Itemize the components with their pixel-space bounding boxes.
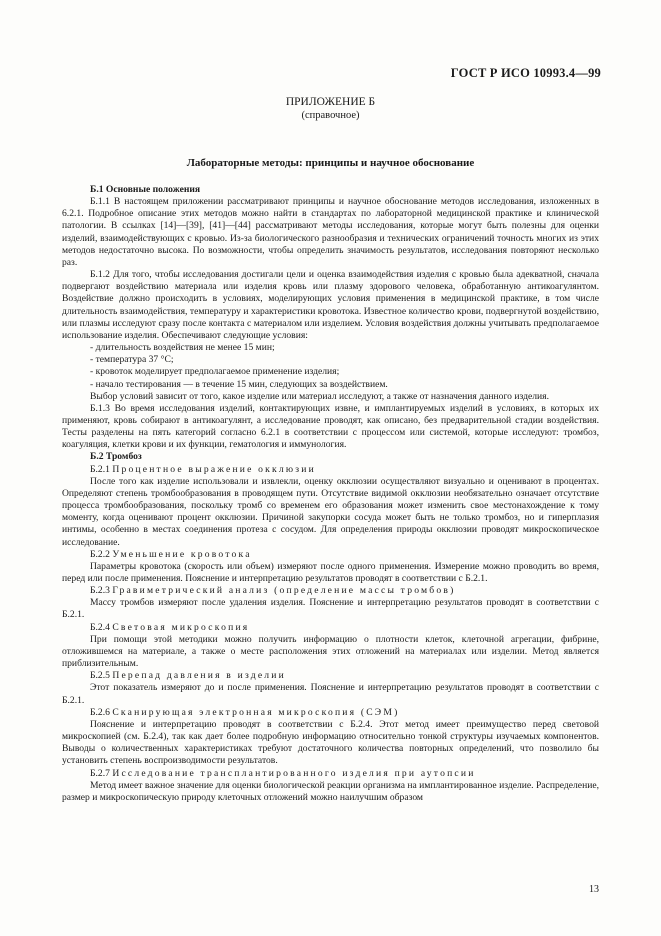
- paragraph-b12-choice: Выбор условий зависит от того, какое изделие или материал исследуют, а также от назначения данного изделия.: [90, 390, 549, 402]
- standard-header: ГОСТ Р ИСО 10993.4—99: [450, 66, 601, 80]
- list-item: - кровоток моделирует предполагаемое применение изделия;: [90, 366, 340, 378]
- main-title: Лабораторные методы: принципы и научное обоснование: [186, 157, 475, 169]
- document-body: [62, 184, 599, 804]
- subsection-heading-b27: [62, 768, 599, 780]
- appendix-heading: [0, 96, 661, 122]
- subsection-title: Световая микроскопия: [112, 621, 250, 633]
- subsection-number: Б.2.6: [90, 706, 110, 718]
- appendix-note: (справочное): [301, 110, 360, 121]
- paragraph-b25: Этот показатель измеряют до и после применения. Пояснение и интерпретацию результатов проводят в соответствии с Б.2.1.: [62, 682, 599, 706]
- page-number: 13: [589, 884, 599, 895]
- subsection-number: Б.2.7: [90, 767, 110, 779]
- subsection-heading-b24: [62, 622, 599, 634]
- paragraph-b26: Пояснение и интерпретацию проводят в соответствии с Б.2.4. Этот метод имеет преимущество перед световой микроскопией (см. Б.2.4), так как дает более подробную информацию относительно тонкой структуры изучаемых компонентов. Выводы о количественных характеристиках требуют достаточного количества повторных определений, что позволило бы установить степень воспроизводимости результатов.: [62, 718, 599, 767]
- subsection-title: Исследование трансплантированного изделия при аутопсии: [112, 767, 476, 779]
- subsection-number: Б.2.1: [90, 463, 110, 475]
- subsection-number: Б.2.4: [90, 621, 110, 633]
- paragraph-b24: При помощи этой методики можно получить информацию о плотности клеток, клеточной агрегации, фибрине, отложившемся на материале, а также о месте расположения этих отложений на материалах или изделии. Метод является приблизительным.: [62, 633, 599, 670]
- subsection-title: Гравиметрический анализ (определение массы тромбов): [112, 585, 456, 597]
- subsection-title: Процентное выражение окклюзии: [112, 463, 316, 475]
- subsection-heading-b23: [62, 585, 599, 597]
- paragraph-b11: Б.1.1 В настоящем приложении рассматривают принципы и научное обоснование методов исследования, изложенных в 6.2.1. Подробное описание этих методов можно найти в стандартах по лабораторной медицинской практике и клинической патологии. В ссылках [14]—[39], [41]—[44] рассматривают методы исследования, которые могут быть полезны для оценки изделий, взаимодействующих с кровью. Из-за биологического разнообразия и технических ограничений точность многих из этих методов недостаточно высока. По возможности, чтобы определить значимость результатов, исследования повторяют несколько раз.: [62, 196, 599, 268]
- subsection-heading-b22: [62, 549, 599, 561]
- subsection-number: Б.2.5: [90, 670, 110, 682]
- paragraph-b21: После того как изделие использовали и извлекли, оценку окклюзии осуществляют визуально и оценивают в процентах. Определяют степень тромбообразования в проводящем пути. Отсутствие видимой окклюзии необязательно означает отсутствие процесса тромбообразования, поскольку тромб со временем его образования может изменить свое местонахождение к тому моменту, когда оценивают процент окклюзии. Причиной закупорки сосуда может быть не только тромбоз, но и гиперплазия интимы, особенно в местах соединения протеза с сосудом. Для определения природы окклюзии проводят микроскопическое исследование.: [62, 475, 599, 548]
- subsection-number: Б.2.3: [90, 585, 110, 597]
- subsection-number: Б.2.2: [90, 548, 110, 560]
- paragraph-b13: Б.1.3 Во время исследования изделий, контактирующих извне, и имплантируемых изделий в условиях, в которых их применяют, кровь собирают в антикоагулянт, а исследование проводят, как описано, без предварительной стадии воздействия. Тесты разделены на пять категорий согласно 6.2.1 в соответствии с процессом или системой, которые исследуют: тромбоз, коагуляция, клетки крови и их функции, гематология и иммунология.: [62, 402, 599, 451]
- paragraph-b22: Параметры кровотока (скорость или объем) измеряют после одного применения. Измерение можно проводить во время, перед или после применения. Пояснение и интерпретацию результатов проводят в соответствии с Б.2.1.: [62, 560, 599, 584]
- list-item: - начало тестирования — в течение 15 мин, следующих за воздействием.: [90, 378, 388, 390]
- appendix-title: ПРИЛОЖЕНИЕ Б: [285, 96, 376, 108]
- paragraph-b12: Б.1.2 Для того, чтобы исследования достигали цели и оценка взаимодействия изделия с кровью была адекватной, сначала подвергают воздействию материала или изделия кровь или плазму здорового человека, обработанную антикоагулянтом. Воздействие должно происходить в условиях, моделирующих условия применения в медицинской практике, в том числе длительность взаимодействия, температуру и характеристики кровотока. Известное количество крови, подвергнутой воздействию, или плазмы исследуют сразу после контакта с материалом или изделием. Условия воздействия должны учитывать предполагаемое использование изделия. Обеспечивают следующие условия:: [62, 269, 599, 341]
- subsection-title: Сканирующая электронная микроскопия (СЭМ): [112, 706, 400, 718]
- subsection-title: Перепад давления в изделии: [112, 670, 286, 682]
- paragraph-b23: Массу тромбов измеряют после удаления изделия. Пояснение и интерпретацию результатов проводят в соответствии с Б.2.1.: [62, 597, 599, 621]
- subsection-title: Уменьшение кровотока: [112, 548, 252, 560]
- subsection-heading-b21: [62, 464, 599, 476]
- section-heading-b1: Б.1 Основные положения: [90, 184, 201, 195]
- subsection-heading-b25: [62, 670, 599, 682]
- subsection-heading-b26: [62, 707, 599, 719]
- list-item: - длительность воздействия не менее 15 мин;: [90, 342, 275, 354]
- paragraph-b27: Метод имеет важное значение для оценки биологической реакции организма на имплантированное изделие. Распределение, размер и микроскопическую природу клеточных отложений можно наилучшим образом: [62, 779, 599, 803]
- section-heading-b2: Б.2 Тромбоз: [90, 451, 142, 463]
- list-item: - температура 37 °С;: [90, 354, 174, 366]
